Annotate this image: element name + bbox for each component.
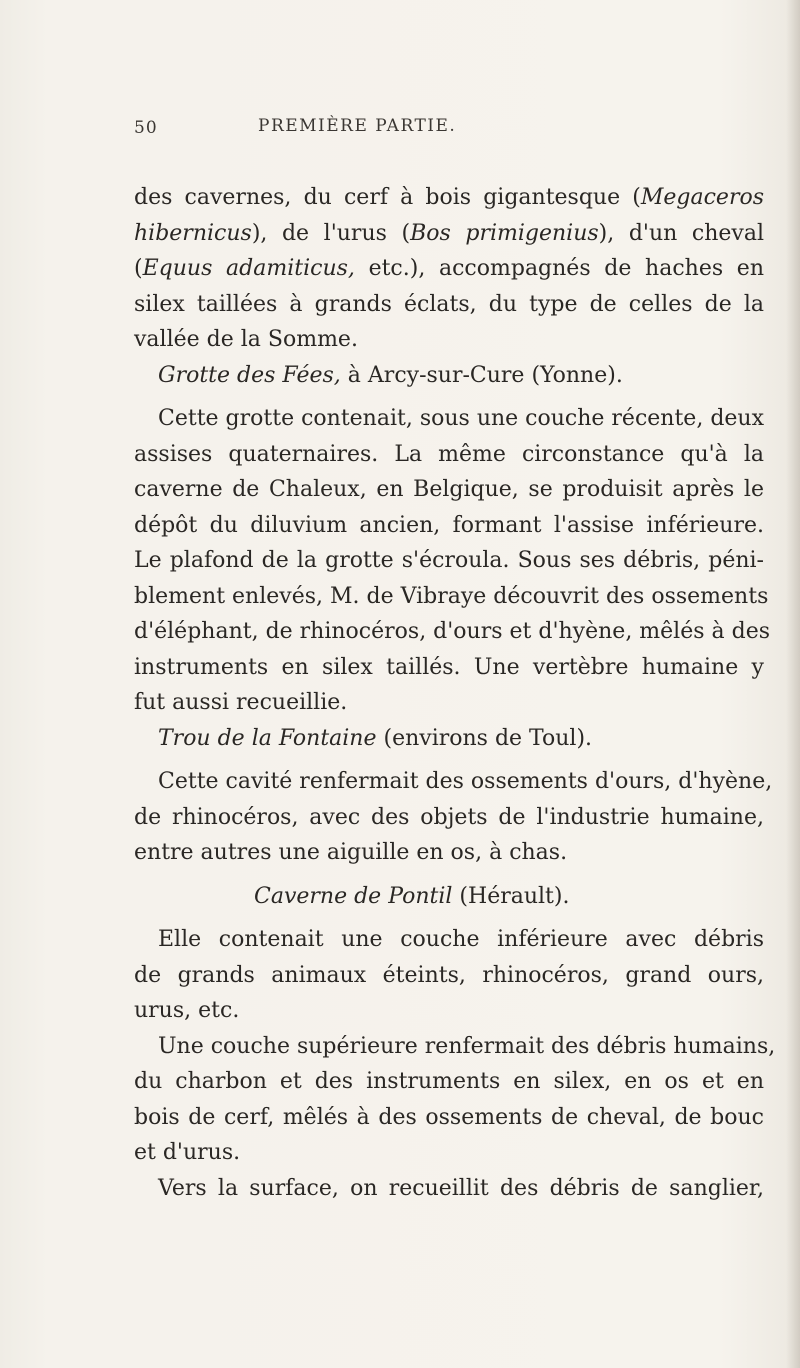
text-line: hibernicus), de l'urus (Bos primigenius), d'un cheval: [134, 220, 764, 246]
page-header: [0, 110, 800, 140]
text-line: blement enlevés, M. de Vibraye découvrit des ossements: [134, 583, 769, 609]
section-heading: Caverne de Pontil (Hérault).: [254, 883, 570, 909]
text-line: Vers la surface, on recueillit des débris de sanglier,: [158, 1175, 764, 1201]
text-line: Une couche supérieure renfermait des débris humains,: [158, 1033, 776, 1059]
page-edge-shadow: [786, 0, 800, 1368]
text-line: silex taillées à grands éclats, du type de celles de la: [134, 291, 764, 317]
text-line: vallée de la Somme.: [134, 327, 358, 352]
text-line: d'éléphant, de rhinocéros, d'ours et d'hyène, mêlés à des: [134, 619, 771, 644]
text-line: Elle contenait une couche inférieure avec débris: [158, 927, 764, 952]
text-line: assises quaternaires. La même circonstance qu'à la: [134, 441, 764, 467]
text-line: et d'urus.: [134, 1140, 241, 1165]
body-text: [134, 180, 776, 1206]
text-line: caverne de Chaleux, en Belgique, se produisit après le: [134, 477, 764, 502]
text-line: (Equus adamiticus, etc.), accompagnés de haches en: [134, 256, 764, 281]
text-line: fut aussi recueillie.: [134, 690, 348, 715]
page-number: 50: [134, 118, 158, 138]
text-line: de rhinocéros, avec des objets de l'industrie humaine,: [134, 804, 764, 830]
section-heading: Grotte des Fées, à Arcy-sur-Cure (Yonne).: [158, 362, 623, 388]
text-line: bois de cerf, mêlés à des ossements de cheval, de bouc: [134, 1104, 764, 1130]
text-line: Le plafond de la grotte s'écroula. Sous ses débris, péni-: [134, 548, 764, 573]
text-line: dépôt du diluvium ancien, formant l'assise inférieure.: [134, 512, 764, 538]
text-line: Cette grotte contenait, sous une couche récente, deux: [158, 406, 764, 431]
section-heading: Trou de la Fontaine (environs de Toul).: [158, 725, 593, 751]
text-line: des cavernes, du cerf à bois gigantesque (Megaceros: [134, 185, 764, 210]
text-line: instruments en silex taillés. Une vertèbre humaine y: [134, 654, 764, 680]
text-line: du charbon et des instruments en silex, en os et en: [134, 1069, 764, 1094]
text-line: de grands animaux éteints, rhinocéros, grand ours,: [134, 962, 764, 988]
text-line: Cette cavité renfermait des ossements d'ours, d'hyène,: [158, 769, 773, 794]
running-head: PREMIÈRE PARTIE.: [258, 116, 457, 136]
text-line: entre autres une aiguille en os, à chas.: [134, 840, 568, 865]
text-line: urus, etc.: [134, 998, 240, 1023]
